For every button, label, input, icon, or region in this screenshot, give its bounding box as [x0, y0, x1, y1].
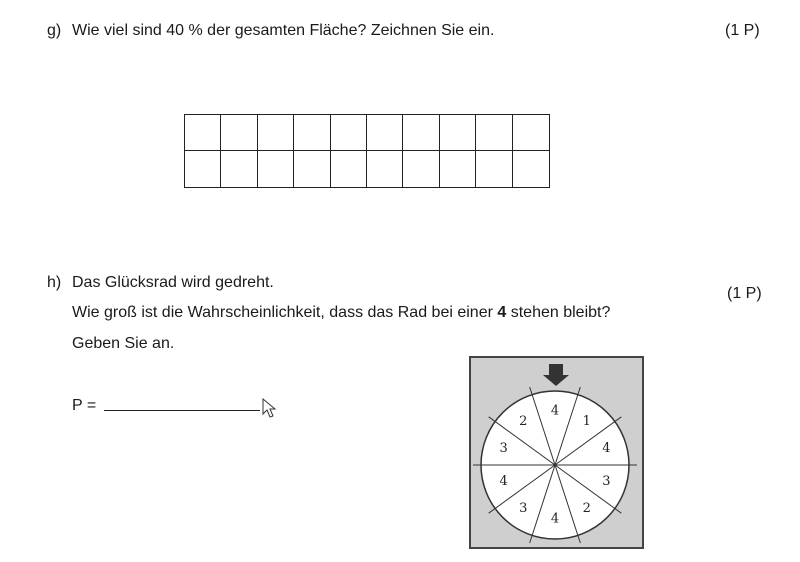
wheel-segment-label: 3 — [499, 440, 508, 456]
grid-cell[interactable] — [367, 151, 403, 187]
task-h-line3: Geben Sie an. — [72, 335, 175, 352]
task-h-line2-start: Wie groß ist die Wahrscheinlichkeit, dass das Rad bei einer — [72, 304, 498, 321]
grid-cell[interactable] — [440, 115, 476, 151]
task-h-line1: Das Glücksrad wird gedreht. — [72, 274, 274, 291]
wheel-segment-label: 2 — [582, 501, 591, 517]
grid-cell[interactable] — [403, 151, 439, 187]
grid-cell[interactable] — [331, 115, 367, 151]
wheel-segment-label: 4 — [550, 511, 560, 527]
grid-cell[interactable] — [476, 151, 512, 187]
arrow-down-icon — [543, 364, 569, 386]
task-h-line2 — [72, 304, 610, 322]
grid-cell[interactable] — [294, 151, 330, 187]
wheel-segment-label: 4 — [602, 440, 611, 456]
wheel-segment-label: 4 — [550, 403, 560, 419]
task-g-points: (1 P) — [725, 22, 760, 39]
wheel-segment-label: 3 — [519, 501, 528, 517]
grid-cell[interactable] — [331, 151, 367, 187]
task-h-points: (1 P) — [727, 285, 762, 302]
grid-cell[interactable] — [185, 115, 221, 151]
grid-cell[interactable] — [294, 115, 330, 151]
grid-cell[interactable] — [513, 115, 549, 151]
wheel-of-fortune — [469, 356, 644, 549]
task-h-letter: h) — [47, 274, 62, 291]
grid-cell[interactable] — [221, 115, 257, 151]
area-grid[interactable] — [184, 114, 550, 188]
grid-cell[interactable] — [440, 151, 476, 187]
grid-cell[interactable] — [258, 115, 294, 151]
wheel-segment-label: 3 — [602, 474, 611, 490]
grid-cell[interactable] — [403, 115, 439, 151]
task-g-letter: g) — [47, 22, 62, 39]
wheel-segment-label: 2 — [519, 413, 528, 429]
answer-label: P = — [72, 397, 97, 414]
task-g-question: Wie viel sind 40 % der gesamten Fläche? Zeichnen Sie ein. — [72, 22, 495, 39]
grid-cell[interactable] — [258, 151, 294, 187]
wheel-segment-label: 4 — [499, 474, 508, 490]
grid-cell[interactable] — [367, 115, 403, 151]
grid-cell[interactable] — [221, 151, 257, 187]
grid-cell[interactable] — [513, 151, 549, 187]
mouse-cursor-icon — [262, 398, 278, 420]
grid-cell[interactable] — [476, 115, 512, 151]
grid-cell[interactable] — [185, 151, 221, 187]
wheel-segment-label: 1 — [582, 413, 591, 429]
task-h-line2-end: stehen bleibt? — [506, 304, 611, 321]
answer-input-line[interactable] — [104, 410, 260, 411]
task-h-line2-bold: 4 — [497, 304, 507, 321]
